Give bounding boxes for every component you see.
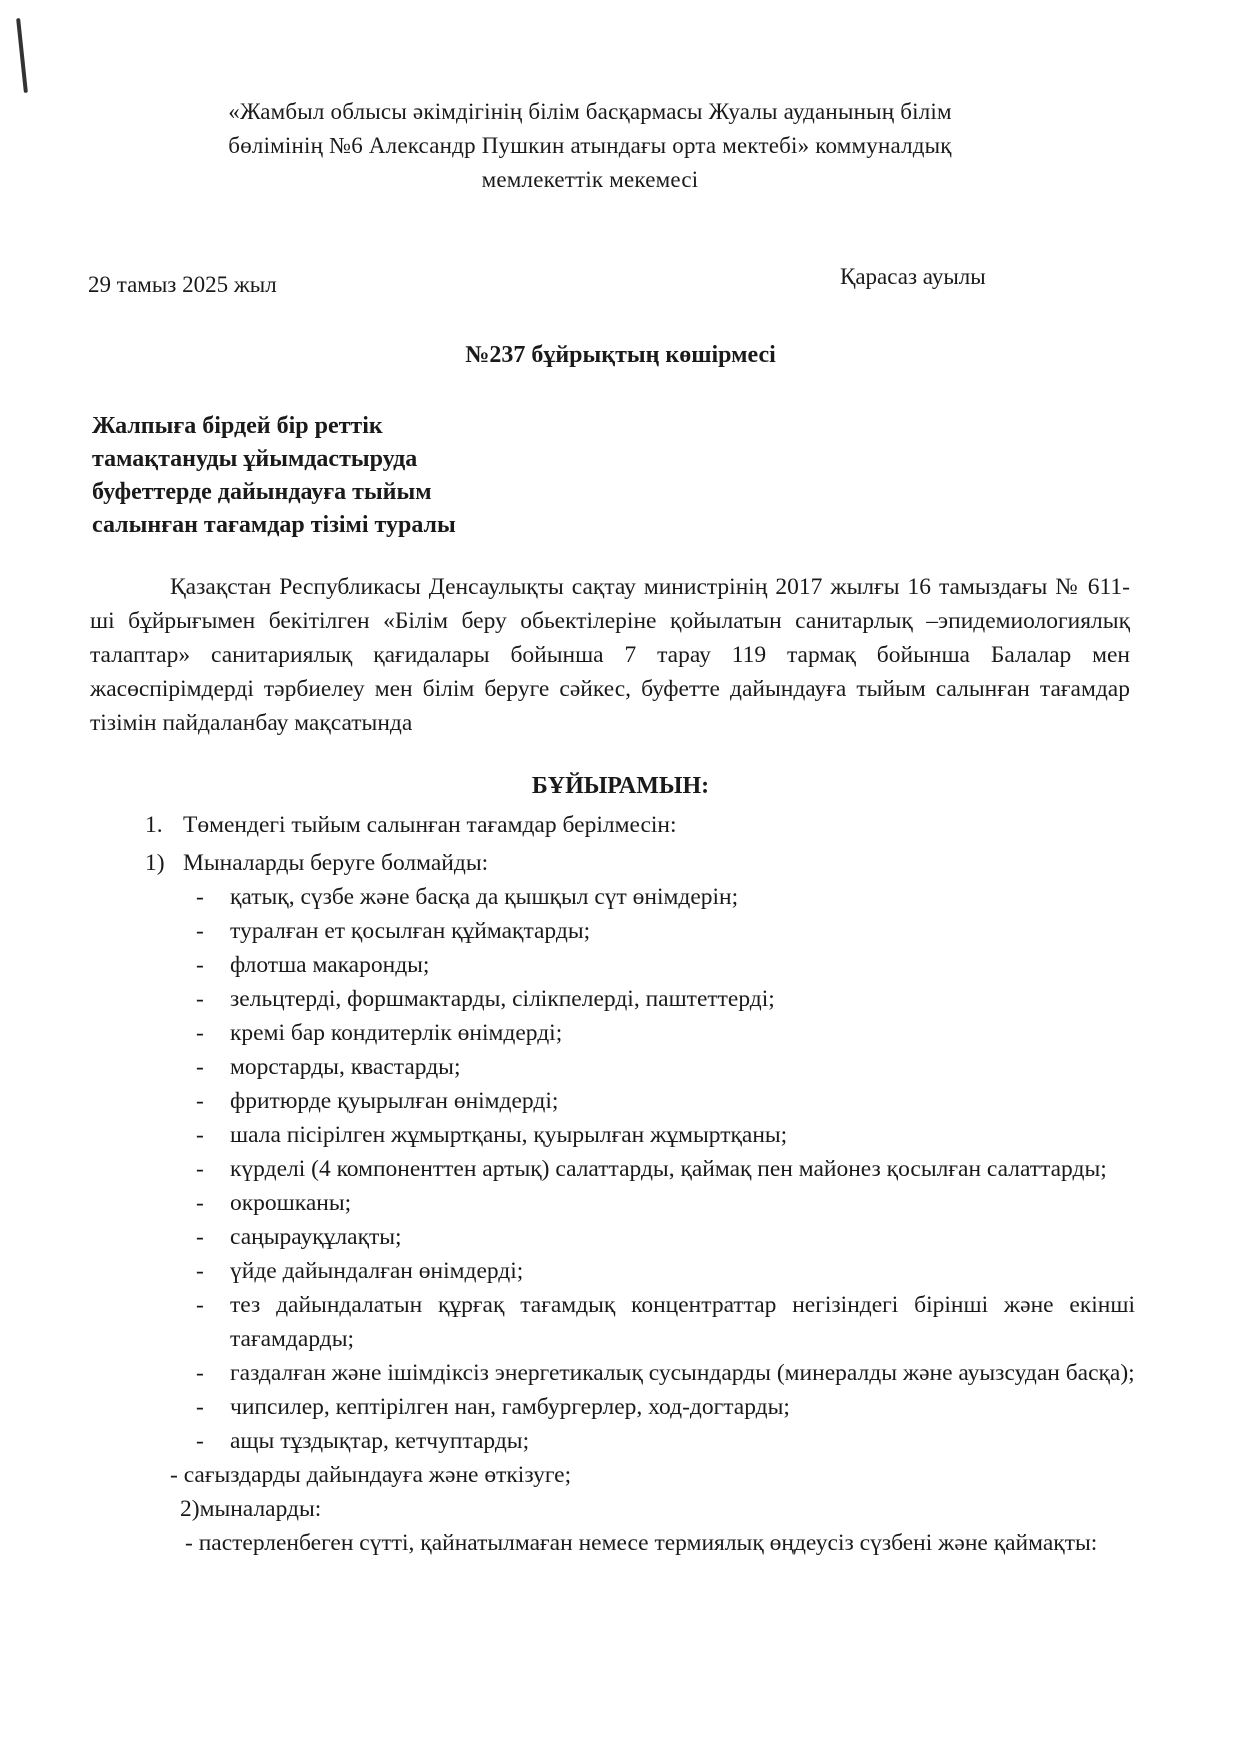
dash-bullet: - — [196, 1224, 204, 1250]
subject-line-3: буфеттерде дайындауға тыйым — [92, 479, 432, 505]
list-item-gum: - сағыздарды дайындауға және өткізуге; — [170, 1462, 572, 1488]
document-date: 29 тамыз 2025 жыл — [88, 272, 277, 297]
subject-line-1: Жалпыға бірдей бір реттік — [92, 413, 383, 439]
preamble-text: Қазақстан Республикасы Денсаулықты сақтау министрінің 2017 жылғы 16 тамыздағы № 611-ші бұйрығымен бекітілген «Білім беру обьектілеріне қойылатын санитарлық –эпидемиологиялық талаптар» санитариялық қағидалары бойынша 7 тарау 119 тармақ бойынша Балалар мен жасөспірімдерді тәрбиелеу мен білім беруге сәйкес, буфетте дайындауға тыйым салынған тағамдар тізімін пайдаланбау мақсатында — [90, 574, 1130, 736]
list-item: - газдалған және ішімдіксіз энергетикалық сусындарды (минералды және ауызсудан басқа); — [190, 1356, 1135, 1390]
scan-pen-mark — [16, 18, 28, 93]
list-item: - морстарды, квастарды; — [190, 1050, 1135, 1084]
point-1 — [145, 808, 1135, 842]
list-item: - зельцтерді, форшмактарды, сілікпелерді, паштеттерді; — [190, 982, 1135, 1016]
header-line-1: «Жамбыл облысы әкімдігінің білім басқармасы Жуалы ауданының білім — [228, 99, 952, 124]
institution-header — [110, 95, 1070, 197]
list-item: - фритюрде қуырылған өнімдерді; — [190, 1084, 1135, 1118]
list-item: - флотша макаронды; — [190, 948, 1135, 982]
preamble — [90, 570, 1130, 740]
subject-line-4: салынған тағамдар тізімі туралы — [92, 512, 456, 538]
dash-bullet: - — [196, 1156, 204, 1182]
dash-bullet: - — [196, 1360, 204, 1386]
dash-bullet: - — [196, 1020, 204, 1046]
document-place: Қарасаз ауылы — [840, 264, 986, 289]
point-number: 1. — [145, 812, 163, 838]
subpoint-number: 1) — [145, 850, 165, 876]
order-directive-heading: БҰЙЫРАМЫН: — [531, 773, 710, 799]
dash-bullet: - — [196, 1088, 204, 1114]
point-text: Төмендегі тыйым салынған тағамдар берілмесін: — [183, 812, 677, 838]
list-item: - қатық, сүзбе және басқа да қышқыл сүт өнімдерін; — [190, 880, 1135, 914]
list-item: - окрошканы; — [190, 1186, 1135, 1220]
order-title: №237 бұйрықтың көшірмесі — [465, 342, 776, 368]
dash-bullet: - — [196, 918, 204, 944]
header-line-2: бөлімінің №6 Александр Пушкин атындағы орта мектебі» коммуналдық — [228, 133, 952, 158]
order-subject — [92, 410, 456, 542]
dash-bullet: - — [196, 1258, 204, 1284]
list-item: - саңырауқұлақты; — [190, 1220, 1135, 1254]
dash-bullet: - — [196, 1292, 204, 1318]
list-item: - тез дайындалатын құрғақ тағамдық концентраттар негізіндегі бірінші және екінші тағамдарды; — [190, 1288, 1135, 1356]
dash-bullet: - — [196, 1394, 204, 1420]
dash-bullet: - — [196, 986, 204, 1012]
list-item: - чипсилер, кептірілген нан, гамбургерлер, ход-догтарды; — [190, 1390, 1135, 1424]
dash-bullet: - — [196, 1428, 204, 1454]
dash-bullet: - — [196, 1122, 204, 1148]
list-item: - кремі бар кондитерлік өнімдерді; — [190, 1016, 1135, 1050]
list-item: - туралған ет қосылған құймақтарды; — [190, 914, 1135, 948]
subpoint-2: 2)мыналарды: — [180, 1496, 322, 1522]
list-item: - күрделі (4 компоненттен артық) салаттарды, қаймақ пен майонез қосылған салаттарды; — [190, 1152, 1135, 1186]
dash-bullet: - — [196, 884, 204, 910]
header-line-3: мемлекеттік мекемесі — [481, 167, 699, 192]
dash-bullet: - — [196, 1054, 204, 1080]
prohibited-list — [145, 808, 1135, 1560]
subpoint-1 — [145, 846, 1135, 880]
subpoint-text: Мыналарды беруге болмайды: — [183, 850, 489, 876]
list-item: - шала пісірілген жұмыртқаны, қуырылған жұмыртқаны; — [190, 1118, 1135, 1152]
dash-bullet: - — [196, 1190, 204, 1216]
subject-line-2: тамақтануды ұйымдастыруда — [92, 446, 418, 472]
list-item: - үйде дайындалған өнімдерді; — [190, 1254, 1135, 1288]
dash-bullet: - — [196, 952, 204, 978]
subpoint-2-item: - пастерленбеген сүтті, қайнатылмаған немесе термиялық өңдеусіз сүзбені және қаймақты: — [185, 1530, 1098, 1556]
list-item: - ащы тұздықтар, кетчуптарды; — [190, 1424, 1135, 1458]
